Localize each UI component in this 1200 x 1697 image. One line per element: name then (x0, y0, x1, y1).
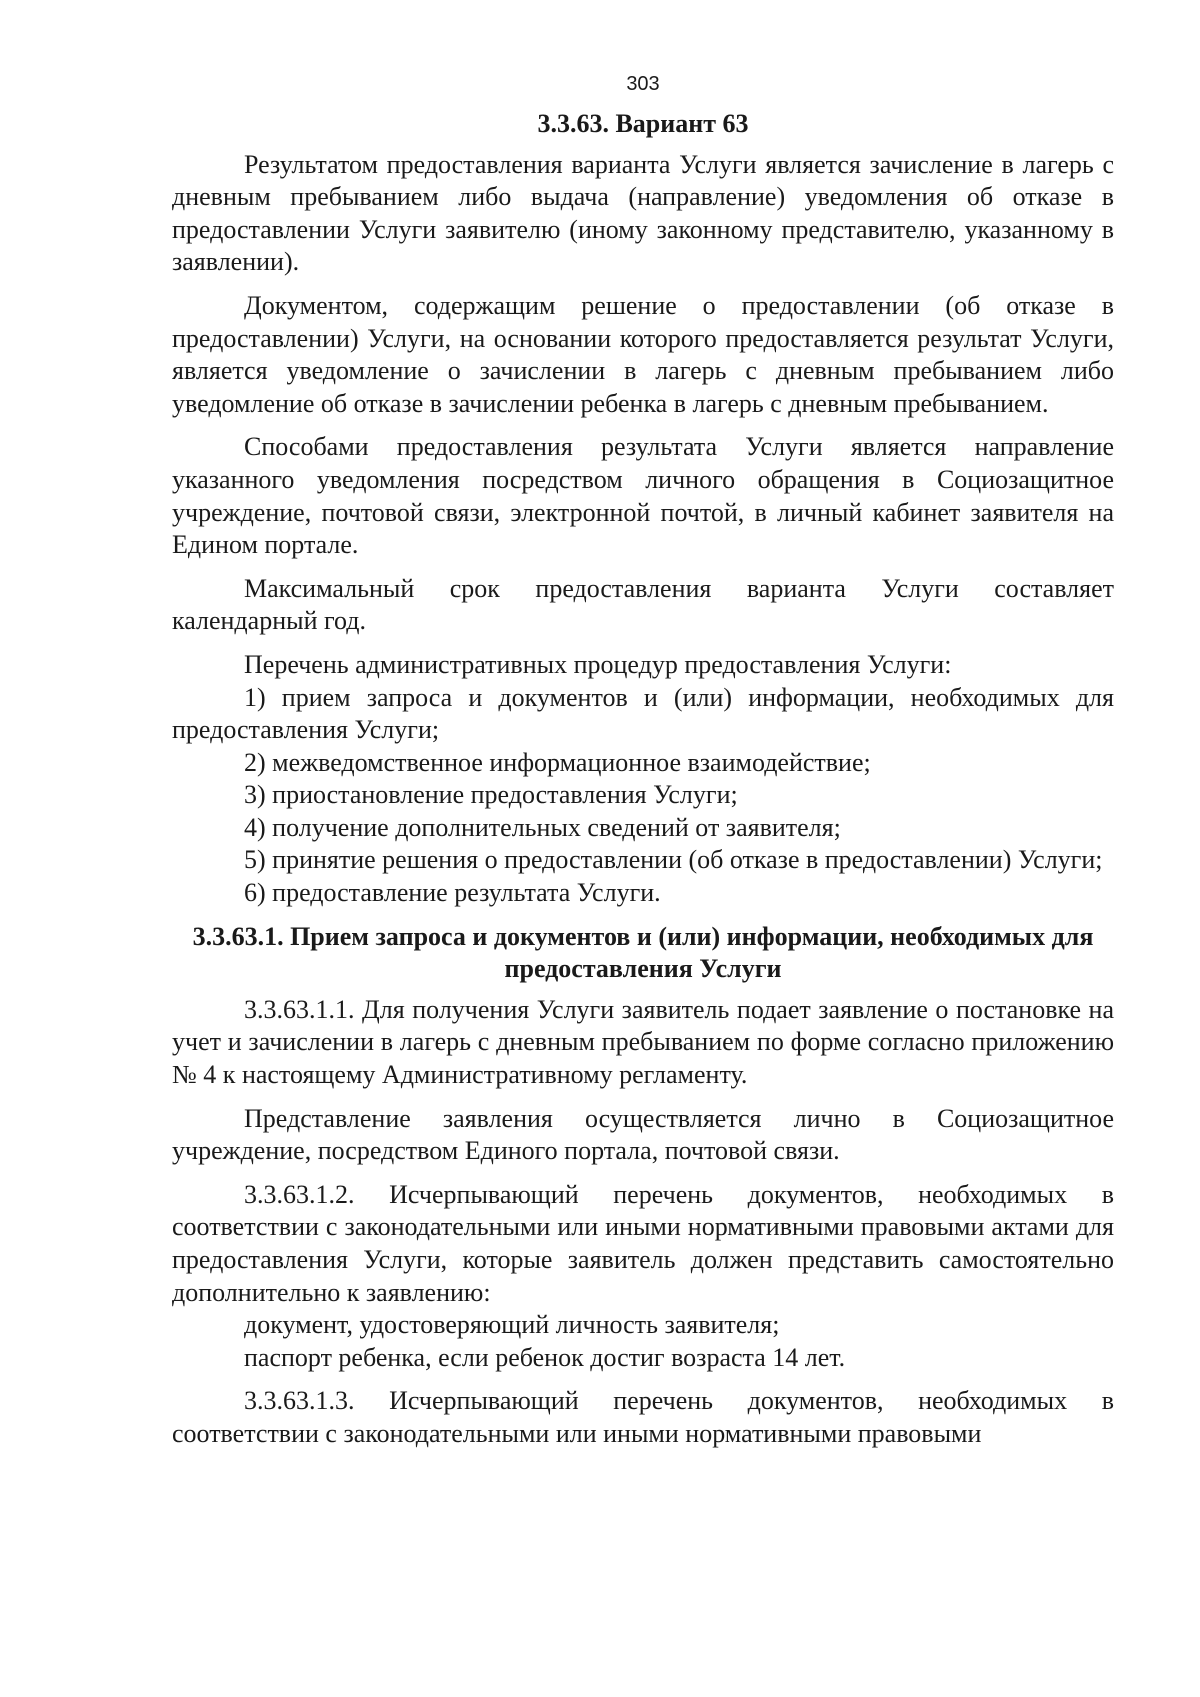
section-title: 3.3.63. Вариант 63 (537, 109, 749, 138)
list-item: 5) принятие решения о предоставлении (об отказе в предоставлении) Услуги; (244, 845, 1103, 875)
paragraph-delivery-methods: Способами предоставления результата Услуги является направление указанного уведомления посредством личного обращения в Социозащитное учреждение, почтовой связи, электронной почтой, в личный кабинет заявителя на Едином портале. (172, 432, 1114, 560)
list-item: 1) прием запроса и документов и (или) информации, необходимых для предоставления Услуги; (172, 682, 1114, 745)
required-documents-block (172, 1179, 1114, 1375)
subsection-title: 3.3.63.1. Прием запроса и документов и (или) информации, необходимых для предоставления Услуги (192, 921, 1094, 984)
list-item: 4) получение дополнительных сведений от заявителя; (244, 812, 841, 842)
paragraph-application: 3.3.63.1.1. Для получения Услуги заявитель подает заявление о постановке на учет и зачислении в лагерь с дневным пребыванием по форме согласно приложению № 4 к настоящему Административному регламенту. (172, 994, 1114, 1090)
list-item: паспорт ребенка, если ребенок достиг возраста 14 лет. (244, 1342, 846, 1372)
procedures-list (172, 649, 1114, 910)
list-item: 2) межведомственное информационное взаимодействие; (244, 747, 871, 777)
list-item: Перечень административных процедур предоставления Услуги: (244, 649, 952, 679)
paragraph-documents-continued: 3.3.63.1.3. Исчерпывающий перечень документов, необходимых в соответствии с законодательными или иными нормативными правовыми (172, 1386, 1114, 1448)
page-number: 303 (626, 73, 660, 95)
list-item: 6) предоставление результата Услуги. (244, 878, 661, 908)
list-item: документ, удостоверяющий личность заявителя; (244, 1310, 780, 1340)
paragraph-submission: Представление заявления осуществляется лично в Социозащитное учреждение, посредством Единого портала, почтовой связи. (172, 1103, 1114, 1166)
paragraph-required-documents: 3.3.63.1.2. Исчерпывающий перечень документов, необходимых в соответствии с законодательными или иными нормативными правовыми актами для предоставления Услуги, которые заявитель должен представить самостоятельно дополнительно к заявлению: (172, 1179, 1114, 1307)
list-item: 3) приостановление предоставления Услуги; (244, 780, 738, 810)
paragraph-result: Результатом предоставления варианта Услуги является зачисление в лагерь с дневным пребыванием либо выдача (направление) уведомления об отказе в предоставлении Услуги заявителю (иному законному представителю, указанному в заявлении). (172, 149, 1114, 277)
paragraph-max-term: Максимальный срок предоставления варианта Услуги составляет календарный год. (172, 573, 1114, 636)
paragraph-decision-document: Документом, содержащим решение о предоставлении (об отказе в предоставлении) Услуги, на основании которого предоставляется результат Услуги, является уведомление о зачислении в лагерь с дневным пребыванием либо уведомление об отказе в зачислении ребенка в лагерь с дневным пребыванием. (172, 290, 1114, 418)
